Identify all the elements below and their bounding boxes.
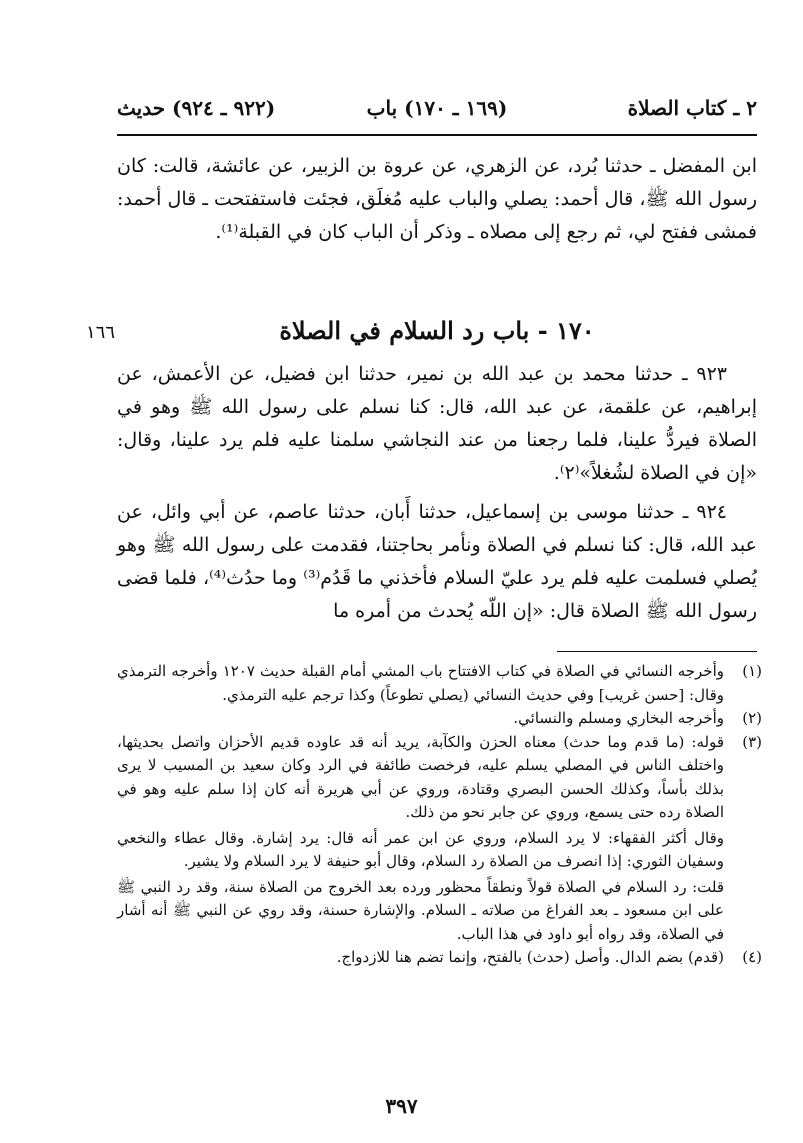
footnote-divider — [557, 651, 757, 652]
footnote-2 — [117, 707, 762, 731]
page-number: ٣٩٧ — [385, 1094, 418, 1118]
footnote-3 — [117, 731, 762, 947]
footnote-1 — [117, 660, 762, 707]
hadith-924 — [117, 496, 757, 628]
footnote-text: وأخرجه النسائي في الصلاة في كتاب الافتتاح باب المشي أمام القبلة حديث ١٢٠٧ وأخرجه الترمذي وقال: [حسن غريب] وفي حديث النسائي (يصلي تطوعاً) وكذا ترجم عليه الترمذي. — [117, 662, 724, 704]
header-chapter-range: (١٦٩ ـ ١٧٠) باب — [366, 96, 508, 120]
footnote-text-comment: قلت: رد السلام في الصلاة قولاً ونطقاً محظور ورده بعد الخروج من الصلاة سنة، وقد رد النبي ﷺ على ابن مسعود ـ بعد الفراغ من صلاته ـ السلام. والإشارة حسنة، وقد روي عن النبي ﷺ أنه أشار في الصلاة، وقد رواه أبو داود في هذا الباب. — [117, 877, 724, 943]
footnote-text: (قدم) بضم الدال. وأصل (حدث) بالفتح، وإنما تضم هنا للازدواج. — [336, 948, 724, 966]
paragraph-text: ٩٢٤ ـ حدثنا موسى بن إسماعيل، حدثنا أَبان، حدثنا عاصم، عن أبي وائل، عن عبد الله، قال: كنا نسلم في الصلاة ونأمر بحاجتنا، فقدمت على رسول الله ﷺ وهو يُصلي فسلمت عليه فلم يرد عليّ السلام فأخذني ما قَدُم⁽³⁾ وما حدُث⁽⁴⁾، فلما قضى رسول الله ﷺ الصلاة قال: «إن اللّه يُحدث من أمره ما — [117, 501, 757, 622]
header-book-title: ٢ ـ كتاب الصلاة — [627, 96, 757, 120]
continued-paragraph — [117, 150, 757, 249]
header-hadith-range: (٩٢٢ ـ ٩٢٤) حديث — [117, 96, 276, 120]
footnote-text-continued: وقال أكثر الفقهاء: لا يرد السلام، وروي عن ابن عمر أنه قال: يرد إشارة. وقال عطاء والنخعي وسفيان الثوري: إذا انصرف من الصلاة رد السلام، وقال أبو حنيفة لا يرد السلام ولا يشير. — [117, 828, 724, 870]
margin-number: ١٦٦ — [86, 322, 116, 343]
header-divider — [117, 134, 757, 136]
paragraph-text: ٩٢٣ ـ حدثنا محمد بن عبد الله بن نمير، حدثنا ابن فضيل، عن الأعمش، عن إبراهيم، عن علقمة، عن عبد الله، قال: كنا نسلم على رسول الله ﷺ وهو في الصلاة فيردُّ علينا، فلما رجعنا من عند النجاشي سلمنا عليه فلم يرد علينا، وقال: «إن في الصلاة لشُغلاً»⁽٢⁾. — [117, 363, 757, 484]
hadith-923 — [117, 358, 757, 490]
paragraph-text: ابن المفضل ـ حدثنا بُرد، عن الزهري، عن عروة بن الزبير، عن عائشة، قالت: كان رسول الله ﷺ، قال أحمد: يصلي والباب عليه مُغلَق، فجئت فاستفتحت ـ قال أحمد: فمشى ففتح لي، ثم رجع إلى مصلاه ـ وذكر أن الباب كان في القبلة⁽¹⁾. — [117, 155, 757, 243]
chapter-heading: ١٧٠ - باب رد السلام في الصلاة — [279, 316, 595, 345]
footnote-4 — [117, 946, 762, 970]
footnote-number: (٢) — [742, 709, 762, 727]
footnotes — [117, 660, 762, 970]
footnote-number: (٤) — [742, 948, 762, 966]
footnote-text: قوله: (ما قدم وما حدث) معناه الحزن والكآبة، يريد أنه قد عاوده قديم الأحزان واتصل بحديثها، واختلف الناس في المصلي يسلم عليه، فرخصت طائفة في الرد وكان سعيد بن المسيب لا يرى بذلك بأساً، وكذلك الحسن البصري وقتادة، وروي عن أبي هريرة أنه كان إذا سلم عليه وهو في الصلاة رده حتى يسمع، وروي عن جابر نحو من ذلك. — [117, 732, 724, 821]
footnote-text: وأخرجه البخاري ومسلم والنسائي. — [513, 709, 724, 727]
footnote-number: (٣) — [742, 732, 762, 751]
running-header — [117, 96, 757, 132]
footnote-number: (١) — [742, 662, 762, 680]
